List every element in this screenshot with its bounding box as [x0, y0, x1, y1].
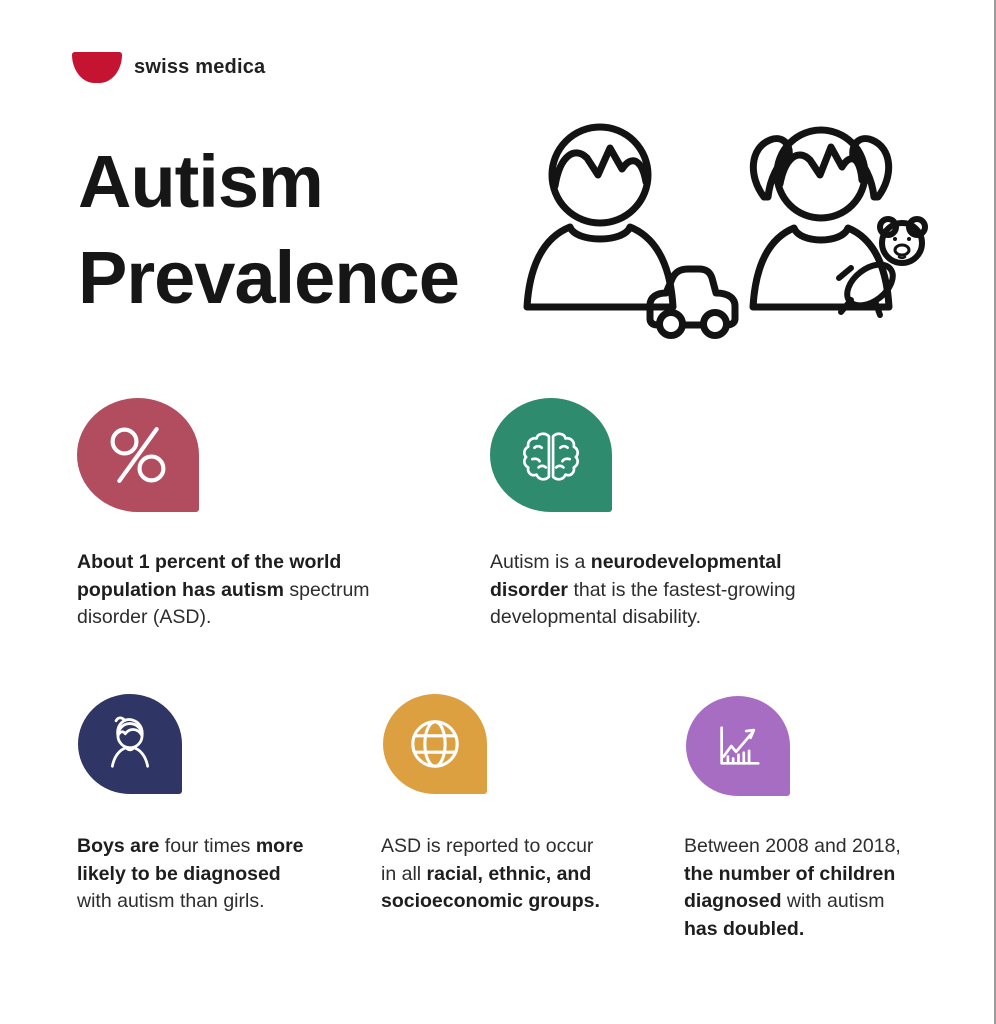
- growth-chart-icon: [711, 720, 765, 772]
- globe-bubble: [383, 694, 487, 794]
- boy-with-toy-car-illustration: [527, 127, 735, 336]
- percent-bubble: [77, 398, 199, 512]
- fact-text-brain: Autism is a neurodevelopmental disorder that is the fastest-growing developmental disability.: [490, 551, 796, 628]
- page-title: [78, 134, 459, 326]
- children-illustration: [513, 118, 943, 346]
- brain-icon: [522, 428, 580, 482]
- boy-icon: [104, 716, 156, 772]
- fact-text-doubled: Between 2008 and 2018, the number of children diagnosed with autism has doubled.: [684, 835, 901, 940]
- brain-bubble: [490, 398, 612, 512]
- fact-text-groups: ASD is reported to occur in all racial, ethnic, and socioeconomic groups.: [381, 835, 600, 912]
- title-line-2: Prevalence: [78, 236, 459, 319]
- fact-text-boys: Boys are four times more likely to be diagnosed with autism than girls.: [77, 835, 304, 912]
- percent-icon: [109, 426, 167, 484]
- brand-logo-mark: [72, 52, 122, 83]
- boy-bubble: [78, 694, 182, 794]
- brand-logo: [72, 52, 265, 83]
- brand-name: swiss medica: [134, 56, 266, 78]
- girl-with-teddy-bear-illustration: [753, 130, 925, 315]
- title-line-1: Autism: [78, 140, 323, 223]
- globe-icon: [408, 717, 462, 771]
- fact-text-percent: About 1 percent of the world population has autism spectrum disorder (ASD).: [77, 551, 370, 628]
- growth-chart-bubble: [686, 696, 790, 796]
